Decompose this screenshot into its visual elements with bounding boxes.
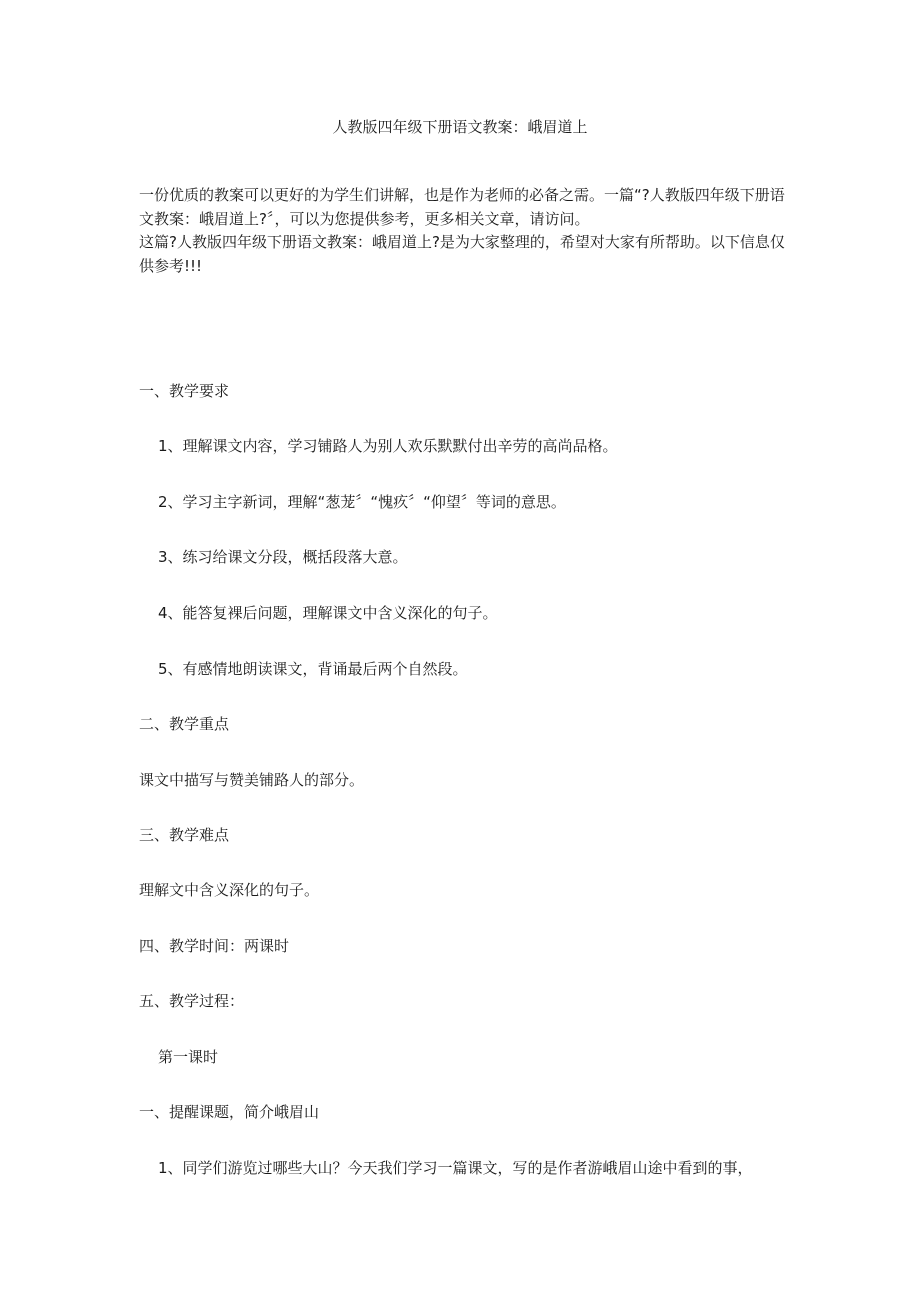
intro-paragraph: 这篇?人教版四年级下册语文教案：峨眉道上?是为大家整理的，希望对大家有所帮助。以下信息仅供参考!!! xyxy=(139,233,785,275)
section-heading-key-points: 二、教学重点 xyxy=(139,715,230,733)
process-step-item: 1、同学们游览过哪些大山？今天我们学习一篇课文，写的是作者游峨眉山途中看到的事， xyxy=(158,1159,753,1177)
requirement-item: 5、有感情地朗读课文，背诵最后两个自然段。 xyxy=(158,660,468,678)
process-step-heading: 一、提醒课题，简介峨眉山 xyxy=(139,1103,320,1121)
section-heading-difficulties: 三、教学难点 xyxy=(139,826,230,844)
document-title: 人教版四年级下册语文教案：峨眉道上 xyxy=(332,118,588,136)
section-heading-requirements: 一、教学要求 xyxy=(139,382,230,400)
section-heading-time: 四、教学时间：两课时 xyxy=(139,937,290,955)
requirement-item: 1、理解课文内容，学习铺路人为别人欢乐默默付出辛劳的高尚品格。 xyxy=(158,437,618,455)
intro-block xyxy=(139,184,789,278)
requirement-item: 4、能答复裸后问题，理解课文中含义深化的句子。 xyxy=(158,604,498,622)
requirement-item: 2、学习主字新词，理解“葱茏〞“愧疚〞“仰望〞等词的意思。 xyxy=(158,493,566,511)
lesson-label: 第一课时 xyxy=(158,1048,219,1066)
section-body-key-points: 课文中描写与赞美铺路人的部分。 xyxy=(139,771,365,789)
section-heading-process: 五、教学过程： xyxy=(139,992,245,1010)
requirement-item: 3、练习给课文分段，概括段落大意。 xyxy=(158,548,408,566)
intro-paragraph: 一份优质的教案可以更好的为学生们讲解，也是作为老师的必备之需。一篇“?人教版四年级下册语文教案：峨眉道上?〞，可以为您提供参考，更多相关文章，请访问。 xyxy=(139,186,785,228)
section-body-difficulties: 理解文中含义深化的句子。 xyxy=(139,881,320,899)
